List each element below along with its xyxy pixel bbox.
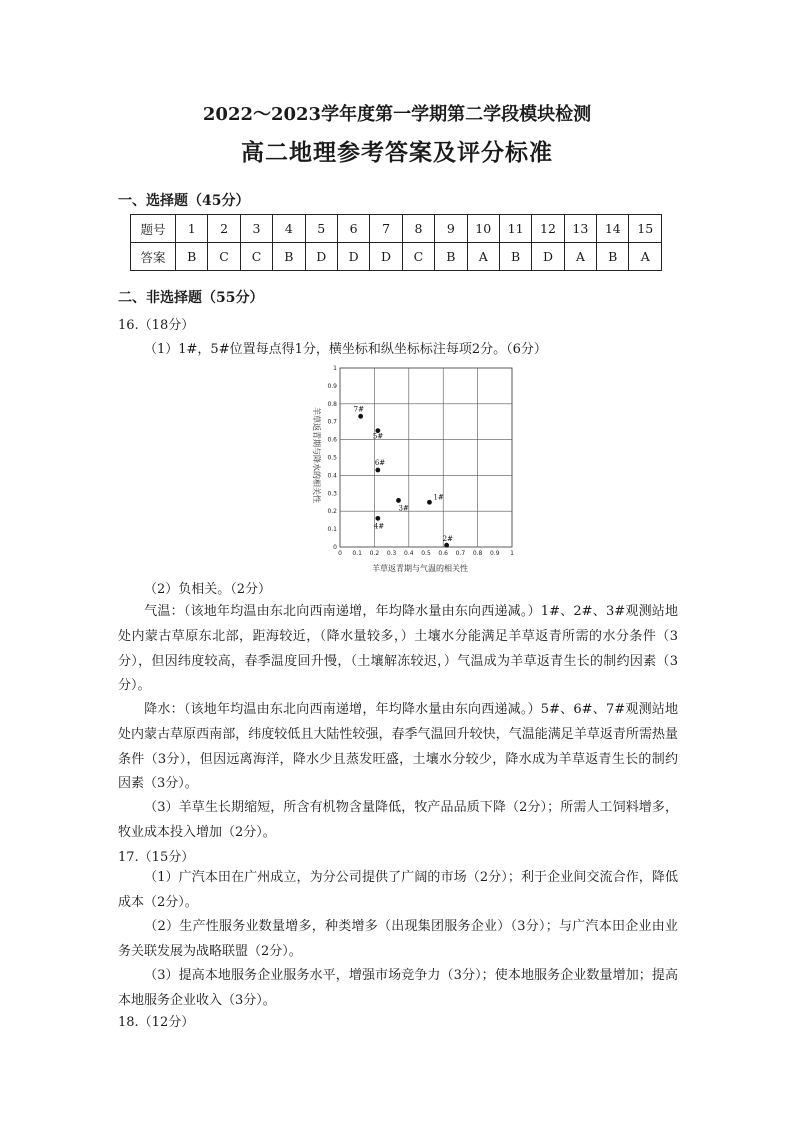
data-point-3: [396, 498, 401, 503]
data-point-label: 4#: [373, 522, 385, 531]
data-point-label: 6#: [374, 459, 386, 468]
answer-cell: A: [564, 243, 596, 271]
q16-paragraph-part3: [118, 796, 678, 846]
answer-cell: D: [337, 243, 369, 271]
x-tick-label: 0.3: [386, 550, 397, 557]
answer-cell: D: [370, 243, 402, 271]
y-tick-label: 0.1: [327, 526, 337, 534]
q16-part1: （1）1#，5#位置每点得1分，横坐标和纵坐标标注每项2分。（6分）: [144, 342, 547, 357]
question-number-row: [131, 215, 662, 243]
data-point-4: [375, 516, 380, 521]
answer-cell: D: [532, 243, 564, 271]
question-cell: 4: [273, 215, 305, 243]
q17-header: 17.（15分）: [118, 850, 195, 865]
x-tick-label: 0.2: [369, 550, 380, 557]
q17-part2-text: （2）生产性服务业数量增多，种类增多（出现集团服务企业）（3分）；与广汽本田企业由业务关联发展为战略联盟（2分）。: [118, 919, 678, 959]
q16-header: 16.（18分）: [118, 318, 195, 333]
question-cell: 7: [370, 215, 402, 243]
x-tick-label: 0.4: [404, 550, 414, 557]
q16-part3-text: （3）羊草生长期缩短，所含有机物含量降低，牧产品品质下降（2分）；所需人工饲料增多，牧业成本投入增加（2分）。: [118, 800, 678, 840]
q16-paragraph-precipitation: [118, 698, 678, 797]
answer-cell: A: [629, 243, 662, 271]
question-cell: 9: [435, 215, 467, 243]
y-tick-label: 0.2: [327, 508, 337, 516]
data-point-6: [375, 468, 380, 473]
document-title: 2022～2023学年度第一学期第二学段模块检测: [202, 104, 592, 125]
row-label-question: 题号: [131, 215, 176, 243]
q16-precipitation-text: 降水：（该地年均温由东北向西南递增，年均降水量由东向西递减。）5#、6#、7#观测站地处内蒙古草原西南部，纬度较低且大陆性较强，春季气温回升较快，气温能满足羊草返青所需热量条件（3分），但因远离海洋，降水少且蒸发旺盛，土壤水分较少，降水成为羊草返青生长的制约因素（3分）。: [118, 702, 678, 792]
question-cell: 5: [305, 215, 337, 243]
x-axis-label: 羊草返青期与气温的相关性: [372, 564, 468, 573]
x-tick-label: 0.8: [472, 550, 483, 557]
q16-temperature-text: 气温：（该地年均温由东北向西南递增，年均降水量由东向西递减。）1#、2#、3#观测站地处内蒙古草原东北部，距海较近，（降水量较多，）土壤水分能满足羊草返青所需的水分条件（3分），但因纬度较高，春季温度回升慢，（土壤解冻较迟，）气温成为羊草返青生长的制约因素（3分）。: [118, 604, 678, 694]
chart-ticks: [327, 365, 514, 557]
question-cell: 6: [337, 215, 369, 243]
data-point-7: [358, 414, 363, 419]
chart-points: [354, 405, 453, 547]
plot-frame: [340, 368, 512, 547]
y-tick-label: 0.4: [327, 472, 337, 480]
scatter-chart: [292, 360, 522, 575]
answer-cell: B: [273, 243, 305, 271]
data-point-1: [427, 500, 432, 505]
q17-paragraph-part2: [118, 915, 678, 965]
answer-cell: D: [305, 243, 337, 271]
answer-cell: A: [467, 243, 499, 271]
y-tick-label: 1: [333, 365, 337, 372]
x-tick-label: 0.1: [352, 550, 362, 557]
q17-part3-text: （3）提高本地服务企业服务水平，增强市场竞争力（3分）；使本地服务企业数量增加；提高本地服务企业收入（3分）。: [118, 968, 678, 1008]
y-tick-label: 0.8: [327, 400, 337, 408]
chart-grid: [340, 368, 512, 547]
x-tick-label: 0.9: [490, 550, 500, 557]
data-point-label: 2#: [442, 535, 453, 544]
y-tick-label: 0.9: [327, 382, 337, 390]
document-subtitle: 高二地理参考答案及评分标准: [241, 139, 553, 166]
answer-cell: C: [240, 243, 272, 271]
answer-cell: B: [499, 243, 531, 271]
data-point-label: 7#: [353, 405, 364, 414]
answer-cell: B: [597, 243, 629, 271]
data-point-label: 3#: [398, 504, 409, 513]
x-tick-label: 0.6: [438, 550, 448, 557]
answer-cell: B: [435, 243, 467, 271]
data-point-label: 5#: [372, 432, 384, 441]
q17-part1-text: （1）广汽本田在广州成立，为分公司提供了广阔的市场（2分）；利于企业间交流合作，降低成本（2分）。: [118, 870, 678, 910]
x-tick-label: 0.7: [455, 550, 466, 557]
section-2-heading: 二、非选择题（55分）: [118, 290, 264, 306]
question-cell: 3: [240, 215, 272, 243]
question-cell: 1: [176, 215, 208, 243]
x-tick-label: 0.5: [421, 550, 431, 557]
question-cell: 11: [499, 215, 531, 243]
y-tick-label: 0: [333, 544, 337, 551]
answer-cell: C: [402, 243, 434, 271]
q18-header: 18.（12分）: [118, 1015, 195, 1030]
answer-cell: B: [176, 243, 208, 271]
question-cell: 8: [402, 215, 434, 243]
q16-part2: （2）负相关。（2分）: [144, 582, 272, 597]
section-1-heading: 一、选择题（45分）: [118, 193, 250, 209]
data-point-label: 1#: [433, 493, 444, 502]
x-tick-label: 0: [338, 550, 342, 557]
data-point-2: [444, 543, 449, 548]
y-tick-label: 0.3: [327, 490, 337, 498]
answer-row: [131, 243, 662, 271]
row-label-answer: 答案: [131, 243, 176, 271]
y-tick-label: 0.7: [327, 418, 337, 426]
question-cell: 13: [564, 215, 596, 243]
question-cell: 10: [467, 215, 499, 243]
answer-cell: C: [208, 243, 240, 271]
question-cell: 15: [629, 215, 662, 243]
q17-paragraph-part3: [118, 964, 678, 1014]
y-axis-label: 羊草返青期与降水的相关性: [312, 407, 321, 503]
answer-table: [130, 214, 662, 271]
x-tick-label: 1: [510, 550, 514, 557]
y-tick-label: 0.5: [327, 454, 337, 462]
q16-paragraph-temperature: [118, 600, 678, 699]
question-cell: 2: [208, 215, 240, 243]
q17-paragraph-part1: [118, 866, 678, 916]
y-tick-label: 0.6: [327, 436, 337, 444]
question-cell: 14: [597, 215, 629, 243]
question-cell: 12: [532, 215, 564, 243]
